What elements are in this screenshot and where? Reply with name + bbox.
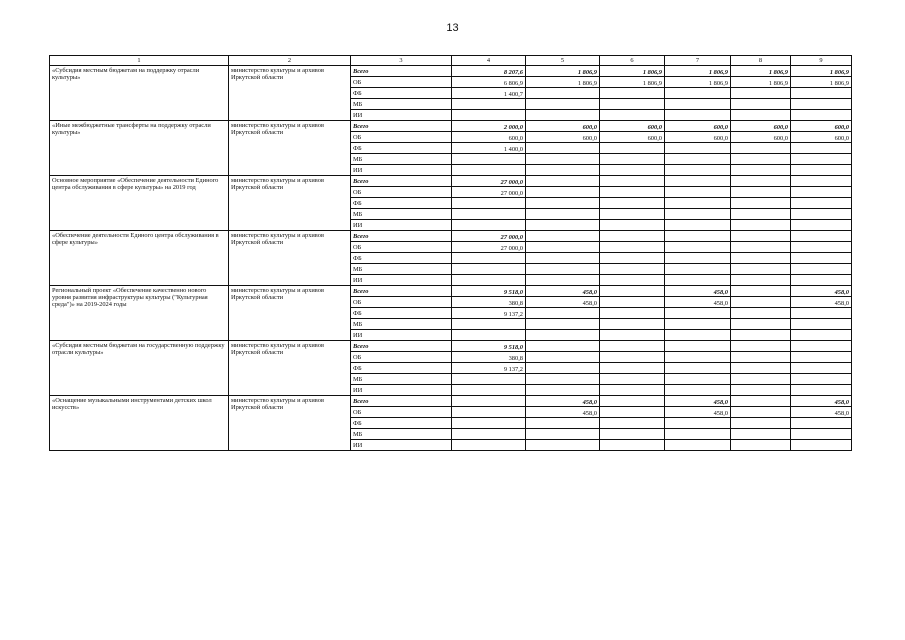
amount-cell <box>452 220 526 231</box>
amount-cell <box>665 187 731 198</box>
amount-cell <box>791 253 852 264</box>
funding-source-cell: ФБ <box>351 363 452 374</box>
amount-cell <box>526 242 600 253</box>
column-header: 7 <box>665 56 731 66</box>
amount-cell <box>526 231 600 242</box>
amount-cell <box>791 264 852 275</box>
amount-cell: 380,8 <box>452 352 526 363</box>
amount-cell: 458,0 <box>526 396 600 407</box>
program-name-cell: Основное мероприятие «Обеспечение деятельности Единого центра обслуживания в сфере культуры» на 2019 год <box>50 176 229 231</box>
amount-cell <box>731 220 791 231</box>
amount-cell <box>526 198 600 209</box>
amount-cell <box>665 176 731 187</box>
amount-cell <box>526 341 600 352</box>
amount-cell: 1 806,9 <box>665 66 731 77</box>
amount-cell <box>791 209 852 220</box>
amount-cell <box>452 165 526 176</box>
amount-cell <box>665 440 731 451</box>
amount-cell <box>731 396 791 407</box>
amount-cell: 8 207,6 <box>452 66 526 77</box>
amount-cell: 6 806,9 <box>452 77 526 88</box>
amount-cell <box>731 308 791 319</box>
funding-source-cell: ОБ <box>351 297 452 308</box>
column-header: 2 <box>229 56 351 66</box>
funding-source-cell: ИИ <box>351 165 452 176</box>
amount-cell: 458,0 <box>791 407 852 418</box>
column-header: 5 <box>526 56 600 66</box>
funding-source-cell: Всего <box>351 66 452 77</box>
amount-cell <box>452 99 526 110</box>
program-name-cell: «Оснащение музыкальными инструментами детских школ искусств» <box>50 396 229 451</box>
amount-cell <box>526 110 600 121</box>
funding-source-cell: МБ <box>351 99 452 110</box>
amount-cell <box>665 374 731 385</box>
amount-cell <box>665 275 731 286</box>
funding-source-cell: ОБ <box>351 352 452 363</box>
funding-source-cell: Всего <box>351 176 452 187</box>
amount-cell <box>526 187 600 198</box>
column-header: 1 <box>50 56 229 66</box>
funding-source-cell: МБ <box>351 209 452 220</box>
amount-cell <box>665 308 731 319</box>
amount-cell <box>600 110 665 121</box>
amount-cell <box>731 198 791 209</box>
amount-cell <box>452 407 526 418</box>
funding-source-cell: ФБ <box>351 253 452 264</box>
amount-cell <box>731 286 791 297</box>
amount-cell <box>600 440 665 451</box>
amount-cell <box>452 418 526 429</box>
amount-cell: 458,0 <box>665 396 731 407</box>
amount-cell <box>731 330 791 341</box>
amount-cell <box>665 110 731 121</box>
funding-source-cell: МБ <box>351 154 452 165</box>
amount-cell <box>665 341 731 352</box>
amount-cell <box>600 187 665 198</box>
amount-cell <box>452 198 526 209</box>
amount-cell: 458,0 <box>791 286 852 297</box>
amount-cell <box>526 374 600 385</box>
amount-cell <box>791 231 852 242</box>
amount-cell <box>665 242 731 253</box>
column-header: 8 <box>731 56 791 66</box>
amount-cell <box>731 110 791 121</box>
amount-cell <box>791 198 852 209</box>
page-number: 13 <box>446 22 459 34</box>
amount-cell <box>731 363 791 374</box>
amount-cell <box>526 440 600 451</box>
amount-cell <box>665 154 731 165</box>
executor-cell: министерство культуры и архивов Иркутской области <box>229 341 351 396</box>
amount-cell: 27 000,0 <box>452 242 526 253</box>
funding-source-cell: ФБ <box>351 198 452 209</box>
amount-cell <box>600 429 665 440</box>
funding-source-cell: ИИ <box>351 110 452 121</box>
budget-table <box>49 55 852 451</box>
amount-cell <box>731 242 791 253</box>
amount-cell <box>791 418 852 429</box>
funding-source-cell: МБ <box>351 429 452 440</box>
amount-cell <box>791 341 852 352</box>
amount-cell: 1 400,0 <box>452 143 526 154</box>
amount-cell: 27 000,0 <box>452 187 526 198</box>
amount-cell: 458,0 <box>791 396 852 407</box>
amount-cell <box>731 165 791 176</box>
amount-cell <box>731 143 791 154</box>
amount-cell <box>600 374 665 385</box>
amount-cell <box>600 396 665 407</box>
amount-cell <box>665 418 731 429</box>
table-row <box>50 66 852 77</box>
amount-cell: 1 806,9 <box>731 66 791 77</box>
funding-source-cell: Всего <box>351 121 452 132</box>
amount-cell <box>600 198 665 209</box>
amount-cell <box>665 363 731 374</box>
amount-cell <box>600 165 665 176</box>
table-row <box>50 286 852 297</box>
amount-cell <box>791 242 852 253</box>
amount-cell <box>665 330 731 341</box>
amount-cell: 458,0 <box>791 297 852 308</box>
amount-cell <box>791 110 852 121</box>
amount-cell: 1 806,9 <box>665 77 731 88</box>
amount-cell <box>452 110 526 121</box>
amount-cell <box>791 99 852 110</box>
amount-cell <box>526 308 600 319</box>
table-row <box>50 341 852 352</box>
amount-cell <box>600 220 665 231</box>
amount-cell <box>600 253 665 264</box>
amount-cell <box>791 374 852 385</box>
amount-cell <box>526 264 600 275</box>
amount-cell <box>731 374 791 385</box>
funding-source-cell: ОБ <box>351 77 452 88</box>
amount-cell <box>665 385 731 396</box>
amount-cell: 600,0 <box>600 132 665 143</box>
amount-cell <box>600 407 665 418</box>
funding-source-cell: МБ <box>351 374 452 385</box>
program-name-cell: «Обеспечение деятельности Единого центра обслуживания в сфере культуры» <box>50 231 229 286</box>
program-name-cell: Региональный проект «Обеспечение качественно нового уровня развития инфраструктуры культуры ("Культурная среда")» на 2019-2024 годы <box>50 286 229 341</box>
funding-source-cell: ИИ <box>351 220 452 231</box>
executor-cell: министерство культуры и архивов Иркутской области <box>229 231 351 286</box>
executor-cell: министерство культуры и архивов Иркутской области <box>229 176 351 231</box>
amount-cell <box>731 297 791 308</box>
amount-cell <box>452 396 526 407</box>
amount-cell <box>731 176 791 187</box>
amount-cell <box>731 319 791 330</box>
amount-cell <box>791 88 852 99</box>
amount-cell <box>731 275 791 286</box>
amount-cell <box>526 143 600 154</box>
funding-source-cell: ОБ <box>351 407 452 418</box>
funding-source-cell: Всего <box>351 231 452 242</box>
amount-cell: 1 806,9 <box>731 77 791 88</box>
column-header: 6 <box>600 56 665 66</box>
amount-cell: 600,0 <box>731 132 791 143</box>
amount-cell: 600,0 <box>731 121 791 132</box>
amount-cell <box>791 429 852 440</box>
amount-cell <box>600 154 665 165</box>
amount-cell <box>791 308 852 319</box>
amount-cell: 1 400,7 <box>452 88 526 99</box>
amount-cell <box>731 341 791 352</box>
amount-cell <box>526 154 600 165</box>
amount-cell <box>600 297 665 308</box>
program-name-cell: «Иные межбюджетные трансферты на поддержку отрасли культуры» <box>50 121 229 176</box>
amount-cell <box>600 308 665 319</box>
amount-cell <box>665 264 731 275</box>
amount-cell <box>731 407 791 418</box>
executor-cell: министерство культуры и архивов Иркутской области <box>229 286 351 341</box>
column-header: 3 <box>351 56 452 66</box>
amount-cell <box>731 88 791 99</box>
amount-cell <box>731 440 791 451</box>
funding-source-cell: ИИ <box>351 330 452 341</box>
amount-cell <box>791 220 852 231</box>
amount-cell: 1 806,9 <box>526 77 600 88</box>
funding-source-cell: ИИ <box>351 385 452 396</box>
amount-cell: 600,0 <box>526 132 600 143</box>
amount-cell <box>600 319 665 330</box>
column-header: 9 <box>791 56 852 66</box>
amount-cell <box>665 352 731 363</box>
amount-cell <box>665 165 731 176</box>
amount-cell: 458,0 <box>526 407 600 418</box>
amount-cell <box>791 330 852 341</box>
amount-cell: 27 000,0 <box>452 176 526 187</box>
amount-cell <box>600 88 665 99</box>
amount-cell: 600,0 <box>791 132 852 143</box>
column-header: 4 <box>452 56 526 66</box>
amount-cell: 458,0 <box>526 297 600 308</box>
amount-cell <box>452 264 526 275</box>
amount-cell <box>526 209 600 220</box>
amount-cell <box>731 187 791 198</box>
amount-cell <box>791 275 852 286</box>
amount-cell <box>791 319 852 330</box>
funding-source-cell: ФБ <box>351 88 452 99</box>
executor-cell: министерство культуры и архивов Иркутской области <box>229 66 351 121</box>
amount-cell: 1 806,9 <box>791 77 852 88</box>
amount-cell <box>731 352 791 363</box>
amount-cell <box>731 253 791 264</box>
funding-source-cell: ИИ <box>351 275 452 286</box>
amount-cell <box>526 319 600 330</box>
amount-cell: 458,0 <box>665 286 731 297</box>
funding-source-cell: ОБ <box>351 242 452 253</box>
program-name-cell: «Субсидия местным бюджетам на государственную поддержку отрасли культуры» <box>50 341 229 396</box>
amount-cell <box>665 198 731 209</box>
amount-cell: 458,0 <box>665 407 731 418</box>
amount-cell: 600,0 <box>600 121 665 132</box>
amount-cell <box>452 330 526 341</box>
amount-cell <box>526 363 600 374</box>
funding-source-cell: ИИ <box>351 440 452 451</box>
funding-source-cell: Всего <box>351 396 452 407</box>
amount-cell: 27 000,0 <box>452 231 526 242</box>
amount-cell <box>600 275 665 286</box>
amount-cell <box>791 143 852 154</box>
amount-cell <box>731 209 791 220</box>
amount-cell <box>526 88 600 99</box>
amount-cell <box>665 319 731 330</box>
amount-cell: 600,0 <box>526 121 600 132</box>
amount-cell <box>600 231 665 242</box>
amount-cell <box>731 429 791 440</box>
amount-cell <box>731 99 791 110</box>
amount-cell <box>526 220 600 231</box>
funding-source-cell: ФБ <box>351 308 452 319</box>
table-row <box>50 176 852 187</box>
funding-source-cell: МБ <box>351 264 452 275</box>
amount-cell <box>526 165 600 176</box>
amount-cell <box>600 341 665 352</box>
header-row <box>50 56 852 66</box>
amount-cell <box>600 209 665 220</box>
amount-cell <box>600 264 665 275</box>
amount-cell <box>600 99 665 110</box>
table-row <box>50 396 852 407</box>
funding-source-cell: ФБ <box>351 143 452 154</box>
amount-cell: 600,0 <box>665 121 731 132</box>
amount-cell: 600,0 <box>452 132 526 143</box>
funding-source-cell: ФБ <box>351 418 452 429</box>
amount-cell: 1 806,9 <box>600 77 665 88</box>
amount-cell <box>452 154 526 165</box>
amount-cell <box>526 418 600 429</box>
funding-source-cell: МБ <box>351 319 452 330</box>
amount-cell <box>791 165 852 176</box>
amount-cell <box>665 88 731 99</box>
executor-cell: министерство культуры и архивов Иркутской области <box>229 396 351 451</box>
amount-cell <box>526 352 600 363</box>
amount-cell: 458,0 <box>526 286 600 297</box>
amount-cell <box>600 242 665 253</box>
amount-cell <box>600 363 665 374</box>
amount-cell <box>791 176 852 187</box>
amount-cell <box>665 99 731 110</box>
amount-cell <box>600 176 665 187</box>
amount-cell <box>452 429 526 440</box>
amount-cell <box>665 220 731 231</box>
funding-source-cell: ОБ <box>351 132 452 143</box>
amount-cell: 2 000,0 <box>452 121 526 132</box>
amount-cell <box>731 385 791 396</box>
amount-cell <box>526 275 600 286</box>
amount-cell <box>665 429 731 440</box>
funding-source-cell: Всего <box>351 286 452 297</box>
amount-cell <box>452 385 526 396</box>
amount-cell <box>791 187 852 198</box>
amount-cell <box>600 143 665 154</box>
amount-cell <box>791 440 852 451</box>
amount-cell: 1 806,9 <box>791 66 852 77</box>
amount-cell <box>526 385 600 396</box>
amount-cell: 9 518,0 <box>452 286 526 297</box>
amount-cell <box>600 286 665 297</box>
amount-cell: 1 806,9 <box>600 66 665 77</box>
amount-cell: 380,8 <box>452 297 526 308</box>
amount-cell: 1 806,9 <box>526 66 600 77</box>
amount-cell <box>665 143 731 154</box>
amount-cell: 458,0 <box>665 297 731 308</box>
amount-cell: 9 137,2 <box>452 308 526 319</box>
amount-cell <box>791 385 852 396</box>
table-row <box>50 231 852 242</box>
amount-cell <box>526 99 600 110</box>
executor-cell: министерство культуры и архивов Иркутской области <box>229 121 351 176</box>
amount-cell: 600,0 <box>791 121 852 132</box>
program-name-cell: «Субсидия местным бюджетам на поддержку отрасли культуры» <box>50 66 229 121</box>
amount-cell <box>665 231 731 242</box>
amount-cell <box>452 253 526 264</box>
amount-cell <box>731 264 791 275</box>
amount-cell <box>731 154 791 165</box>
amount-cell <box>731 418 791 429</box>
amount-cell <box>452 440 526 451</box>
amount-cell <box>791 352 852 363</box>
amount-cell <box>600 385 665 396</box>
amount-cell <box>791 154 852 165</box>
amount-cell <box>526 176 600 187</box>
amount-cell <box>452 209 526 220</box>
amount-cell <box>600 352 665 363</box>
funding-source-cell: Всего <box>351 341 452 352</box>
amount-cell <box>526 429 600 440</box>
amount-cell <box>526 253 600 264</box>
amount-cell: 9 518,0 <box>452 341 526 352</box>
amount-cell <box>452 275 526 286</box>
amount-cell <box>452 374 526 385</box>
amount-cell <box>600 330 665 341</box>
amount-cell <box>791 363 852 374</box>
amount-cell <box>731 231 791 242</box>
amount-cell: 600,0 <box>665 132 731 143</box>
amount-cell <box>665 209 731 220</box>
table-row <box>50 121 852 132</box>
amount-cell <box>600 418 665 429</box>
funding-source-cell: ОБ <box>351 187 452 198</box>
amount-cell <box>452 319 526 330</box>
amount-cell <box>665 253 731 264</box>
amount-cell: 9 137,2 <box>452 363 526 374</box>
amount-cell <box>526 330 600 341</box>
